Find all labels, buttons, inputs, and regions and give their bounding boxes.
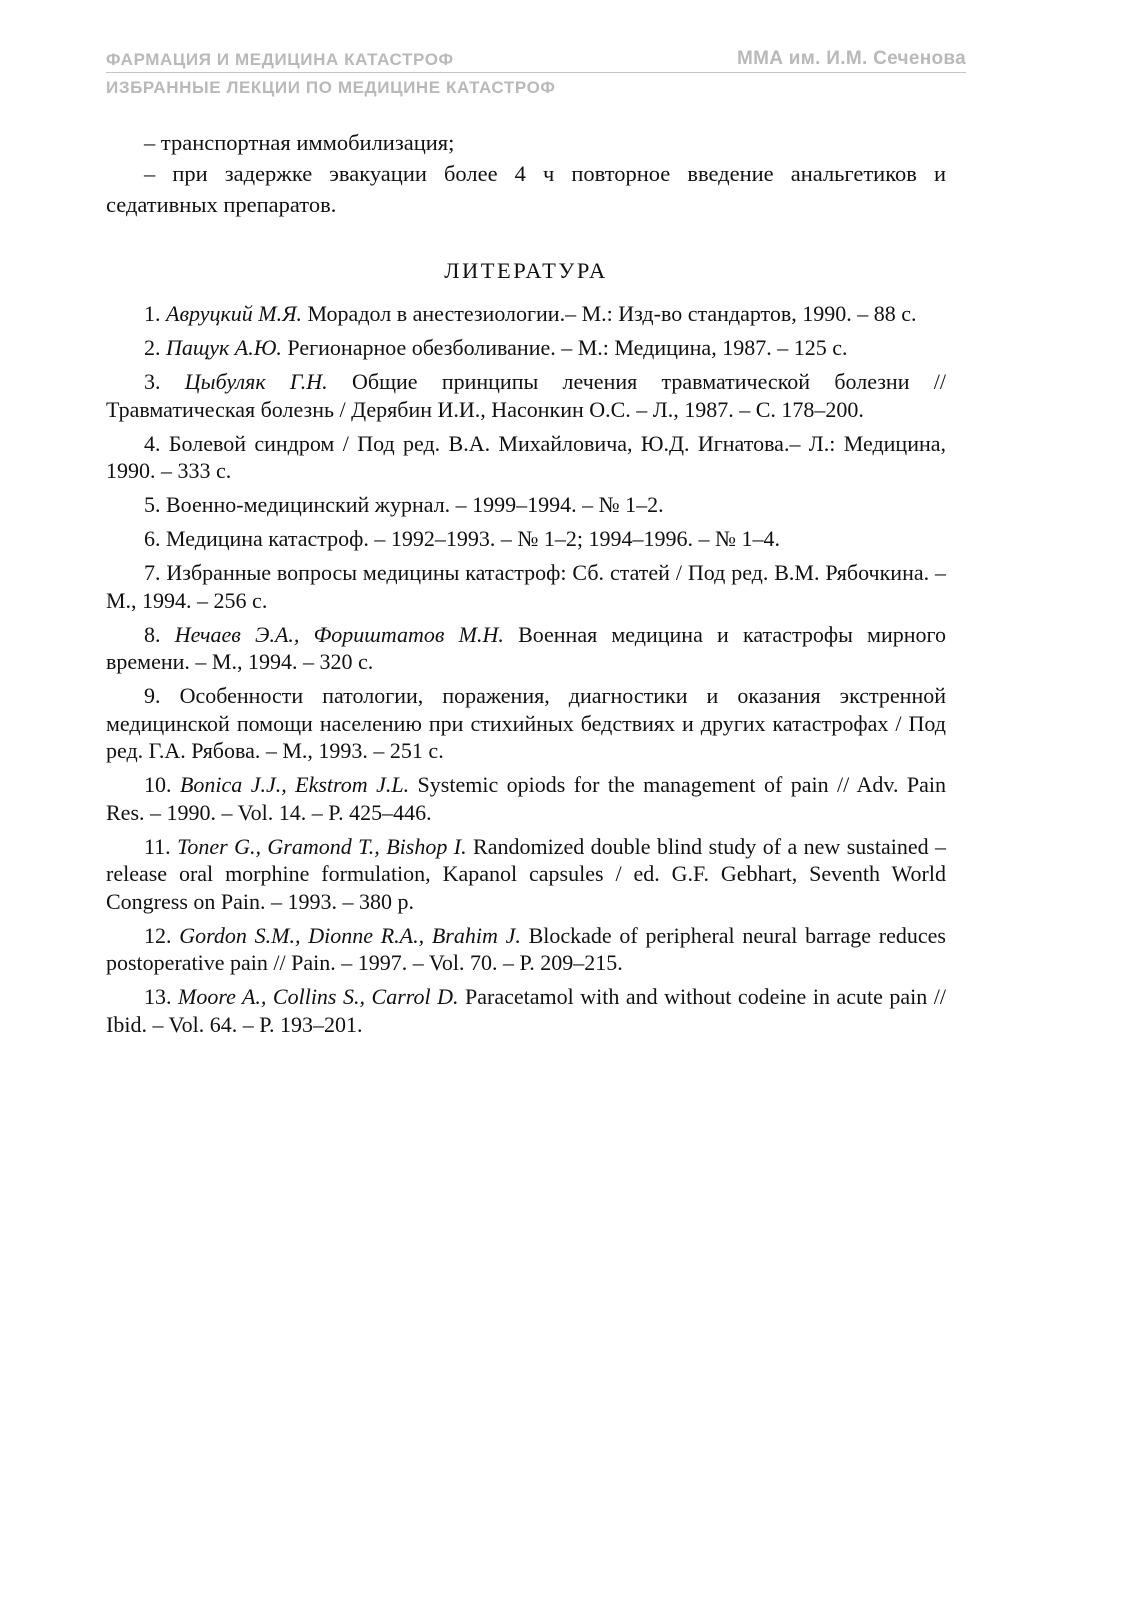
reference-text: Randomized double blind study of a new sustained – release oral morphine formulation, Kapanol capsules / ed. G.F. Gebhart, Seventh World Congress on Pain. – 1993. – 380 p. — [106, 833, 947, 914]
reference-text: Морадол в анестезиологии.– М.: Изд-во стандартов, 1990. – 88 с. — [307, 301, 917, 326]
reference-number: 6. — [144, 526, 161, 551]
intro-list — [106, 127, 946, 220]
reference-item — [106, 621, 946, 676]
reference-number: 11. — [144, 833, 171, 859]
reference-number: 4. — [144, 430, 161, 456]
reference-item — [106, 833, 946, 916]
reference-text: Регионарное обезболивание. – М.: Медицина, 1987. – 125 с. — [287, 335, 848, 360]
reference-text: Военная медицина и катастрофы мирного времени. – М., 1994. – 320 с. — [106, 621, 946, 674]
intro-item: – при задержке эвакуации более 4 ч повторное введение анальгетиков и седативных препаратов. — [106, 161, 946, 217]
reference-text: Избранные вопросы медицины катастроф: Сб. статей / Под ред. В.М. Рябочкина. – М., 1994. – 256 с. — [106, 560, 946, 613]
reference-text: Systemic opiods for the management of pain // Adv. Pain Res. – 1990. – Vol. 14. – P. 425–446. — [106, 772, 947, 825]
reference-number: 12. — [144, 922, 172, 948]
reference-number: 5. — [144, 492, 161, 517]
reference-number: 13. — [144, 984, 172, 1009]
reference-authors: Авруцкий М.Я. — [166, 301, 303, 326]
reference-item — [106, 682, 946, 765]
reference-item — [106, 368, 946, 423]
section-title: ЛИТЕРАТУРА — [444, 258, 608, 283]
reference-text: Особенности патологии, поражения, диагностики и оказания экстренной медицинской помощи населению при стихийных бедствиях и других катастрофах / Под ред. Г.А. Рябова. – М., 1993. – 251 с. — [106, 683, 946, 763]
reference-item — [106, 334, 946, 362]
reference-number: 3. — [144, 369, 161, 394]
reference-number: 7. — [144, 560, 161, 585]
reference-item — [106, 430, 946, 485]
reference-text: Общие принципы лечения травматической болезни // Травматическая болезнь / Дерябин И.И., Насонкин О.С. – Л., 1987. – С. 178–200. — [106, 369, 946, 422]
reference-authors: Цыбуляк Г.Н. — [184, 369, 328, 394]
reference-item — [106, 525, 946, 553]
reference-authors: Toner G., Gramond T., Bishop I. — [177, 833, 467, 859]
running-header — [106, 48, 966, 73]
reference-number: 8. — [144, 621, 161, 647]
reference-number: 2. — [144, 335, 161, 360]
intro-item: – транспортная иммобилизация; — [144, 130, 455, 155]
reference-item — [106, 983, 946, 1038]
reference-text: Медицина катастроф. – 1992–1993. – № 1–2; 1994–1996. – № 1–4. — [166, 526, 780, 551]
reference-number: 1. — [144, 301, 161, 326]
header-subtitle: ИЗБРАННЫЕ ЛЕКЦИИ ПО МЕДИЦИНЕ КАТАСТРОФ — [106, 78, 556, 97]
reference-item — [106, 300, 946, 328]
reference-list — [106, 300, 946, 1045]
reference-authors: Нечаев Э.А., Фориштатов М.Н. — [174, 621, 504, 647]
reference-item — [106, 771, 946, 826]
header-book-title: ФАРМАЦИЯ И МЕДИЦИНА КАТАСТРОФ — [106, 50, 454, 69]
reference-item — [106, 922, 946, 977]
reference-item — [106, 491, 946, 519]
header-institution: ММА им. И.М. Сеченова — [736, 48, 966, 69]
reference-number: 9. — [144, 683, 161, 708]
reference-text: Военно-медицинский журнал. – 1999–1994. – № 1–2. — [166, 492, 664, 517]
reference-authors: Bonica J.J., Ekstrom J.L. — [179, 772, 410, 797]
reference-authors: Gordon S.M., Dionne R.A., Brahim J. — [179, 922, 521, 948]
reference-item — [106, 559, 946, 614]
reference-number: 10. — [144, 772, 172, 797]
reference-text: Болевой синдром / Под ред. В.А. Михайловича, Ю.Д. Игнатова.– Л.: Медицина, 1990. – 333 с. — [106, 430, 947, 483]
reference-authors: Пащук А.Ю. — [166, 335, 282, 360]
reference-text: Paracetamol with and without codeine in acute pain // Ibid. – Vol. 64. – P. 193–201. — [106, 984, 946, 1037]
reference-authors: Moore A., Collins S., Carrol D. — [178, 984, 459, 1009]
reference-text: Blockade of peripheral neural barrage reduces postoperative pain // Pain. – 1997. – Vol. 70. – P. 209–215. — [106, 922, 946, 975]
